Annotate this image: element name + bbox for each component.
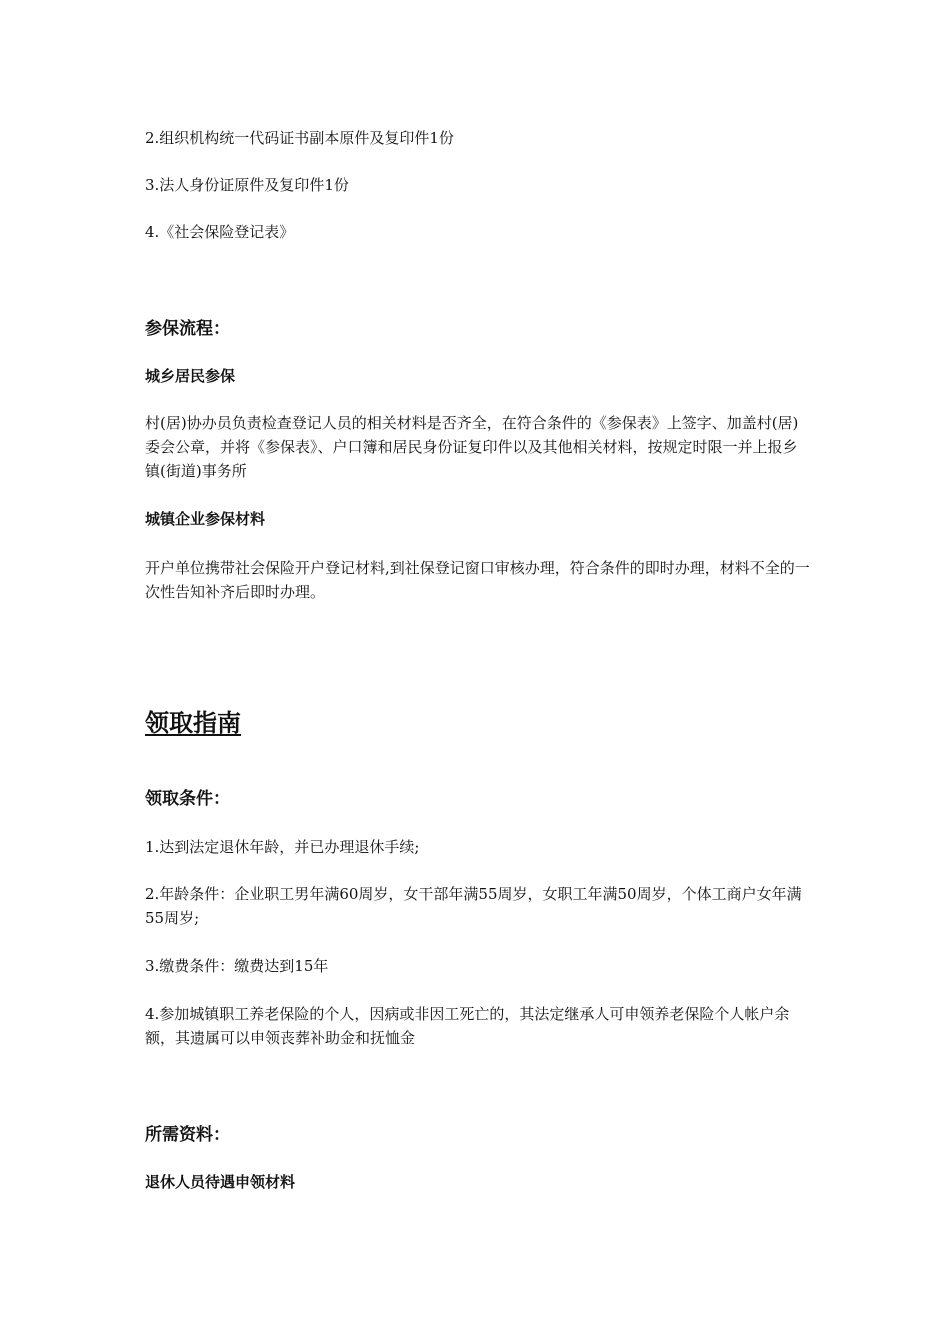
subheading-rural: 城乡居民参保 — [145, 367, 236, 385]
list-item: 2.年龄条件：企业职工男年满60周岁，女干部年满55周岁，女职工年满50周岁，个体工商户女年满55周岁; — [145, 885, 802, 927]
list-item: 3.缴费条件：缴费达到15年 — [145, 957, 329, 975]
section-heading-materials: 所需资料： — [145, 1125, 230, 1145]
section-heading-conditions: 领取条件： — [145, 789, 230, 809]
subheading-retiree: 退休人员待遇申领材料 — [145, 1173, 296, 1191]
list-item: 3.法人身份证原件及复印件1份 — [145, 176, 349, 194]
list-item: 1.达到法定退休年龄，并已办理退休手续; — [145, 838, 420, 856]
subheading-enterprise: 城镇企业参保材料 — [145, 510, 266, 528]
list-item: 4.参加城镇职工养老保险的个人，因病或非因工死亡的，其法定继承人可申领养老保险个人帐户余额，其遗属可以申领丧葬补助金和抚恤金 — [145, 1005, 790, 1047]
paragraph-enterprise: 开户单位携带社会保险开户登记材料,到社保登记窗口审核办理，符合条件的即时办理，材料不全的一次性告知补齐后即时办理。 — [145, 559, 810, 601]
section-heading-enroll: 参保流程： — [145, 319, 230, 339]
page-title-claim: 领取指南 — [145, 709, 241, 737]
list-item: 2.组织机构统一代码证书副本原件及复印件1份 — [145, 129, 454, 147]
list-item: 4.《社会保险登记表》 — [145, 223, 295, 241]
paragraph-rural: 村(居)协办员负责检查登记人员的相关材料是否齐全，在符合条件的《参保表》上签字、加盖村(居)委会公章，并将《参保表》、户口簿和居民身份证复印件以及其他相关材料，按规定时限一并上报乡镇(街道)事务所 — [145, 414, 799, 480]
